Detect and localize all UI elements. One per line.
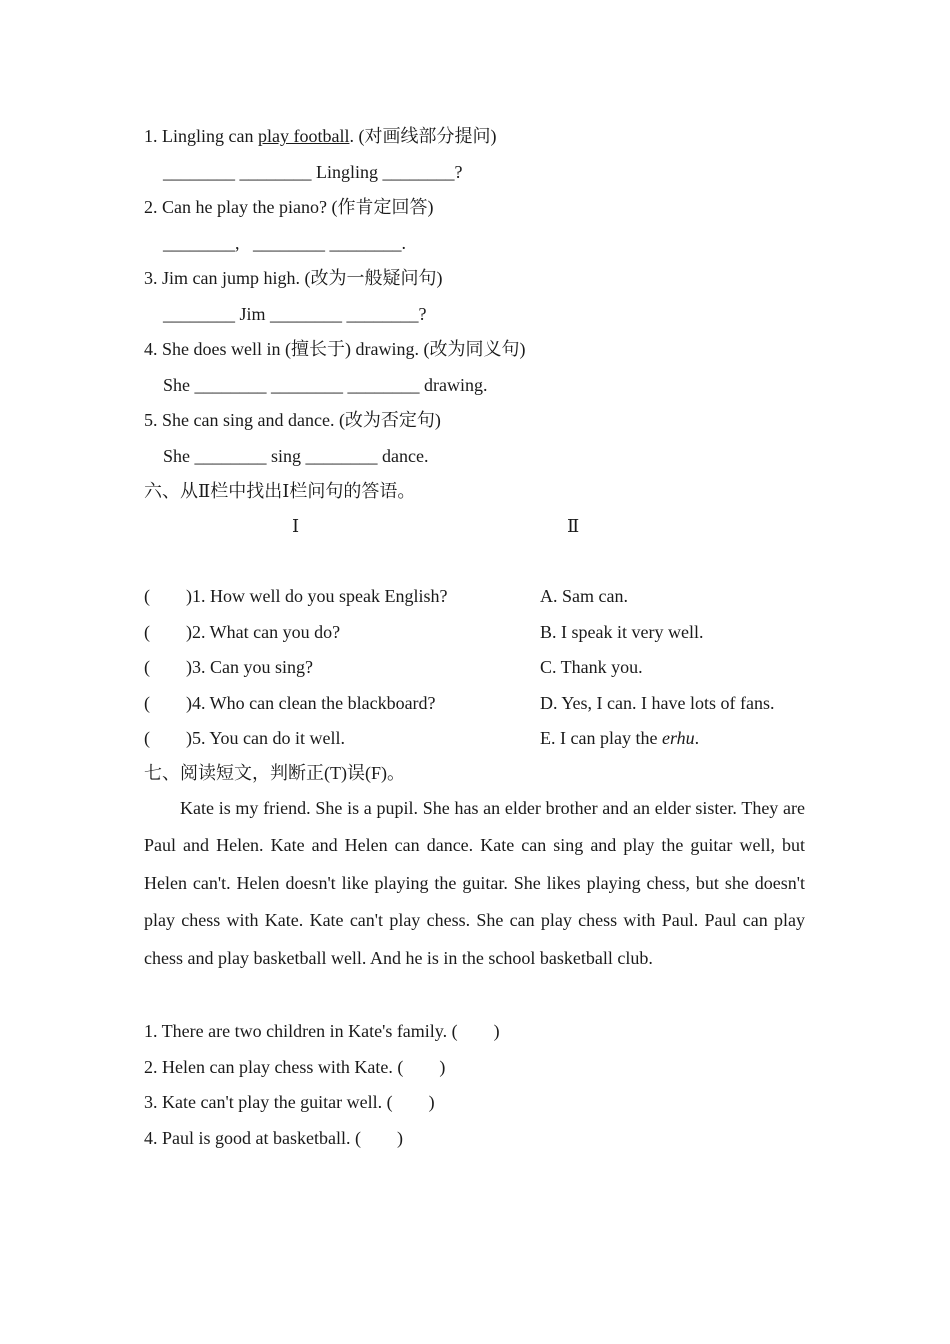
q5-prompt: 5. She can sing and dance. (改为否定句) [144,410,441,430]
column-one-header: Ⅰ [292,516,300,536]
q3-answer-line: ________ Jim ________ ________? [163,304,427,324]
tf-item-4: 4. Paul is good at basketball. ( ) [144,1128,403,1148]
match-answer-c: C. Thank you. [540,657,643,677]
match-answer-b: B. I speak it very well. [540,622,704,642]
match-answer-d: D. Yes, I can. I have lots of fans. [540,693,775,713]
q2-prompt: 2. Can he play the piano? (作肯定回答) [144,197,434,217]
answer-e-prefix: E. I can play the [540,728,662,748]
q1-answer-line: ________ ________ Lingling ________? [163,162,463,182]
match-answer-e [540,726,699,750]
q2-answer-line: ________, ________ ________. [163,233,406,253]
tf-item-1: 1. There are two children in Kate's family. ( ) [144,1021,500,1041]
match-question-3: ( )3. Can you sing? [144,657,313,677]
answer-e-italic: erhu [661,728,695,748]
q1-prefix: 1. Lingling can [144,126,258,146]
q1-suffix: . (对画线部分提问) [349,126,497,146]
match-question-2: ( )2. What can you do? [144,622,341,642]
q5-answer-line: She ________ sing ________ dance. [163,446,429,466]
match-question-5: ( )5. You can do it well. [144,728,345,748]
q4-prompt: 4. She does well in (擅长于) drawing. (改为同义句) [144,339,526,359]
section6-title: 六、从Ⅱ栏中找出Ⅰ栏问句的答语。 [144,481,416,501]
tf-item-2: 2. Helen can play chess with Kate. ( ) [144,1057,446,1077]
reading-passage: Kate is my friend. She is a pupil. She has an elder brother and an elder sister. They are Paul and Helen. Kate and Helen can dance. Kate can sing and play the guitar well, but Helen can't. Helen doesn't like playing the guitar. She likes playing chess, but she doesn't play chess with Kate. Kate can't play chess. She can play chess with Paul. Paul can play chess and play basketball well. And he is in the school basketball club. [144,798,805,968]
section7-title: 七、阅读短文，判断正(T)误(F)。 [144,763,405,783]
q3-prompt: 3. Jim can jump high. (改为一般疑问句) [144,268,443,288]
q1-underlined: play football [257,126,350,146]
answer-e-suffix: . [694,728,700,748]
match-question-4: ( )4. Who can clean the blackboard? [144,693,436,713]
q4-answer-line: She ________ ________ ________ drawing. [163,375,488,395]
match-answer-a: A. Sam can. [540,586,628,606]
q1-prompt [144,124,496,148]
tf-item-3: 3. Kate can't play the guitar well. ( ) [144,1092,435,1112]
match-question-1: ( )1. How well do you speak English? [144,586,448,606]
column-two-header: Ⅱ [567,516,580,536]
